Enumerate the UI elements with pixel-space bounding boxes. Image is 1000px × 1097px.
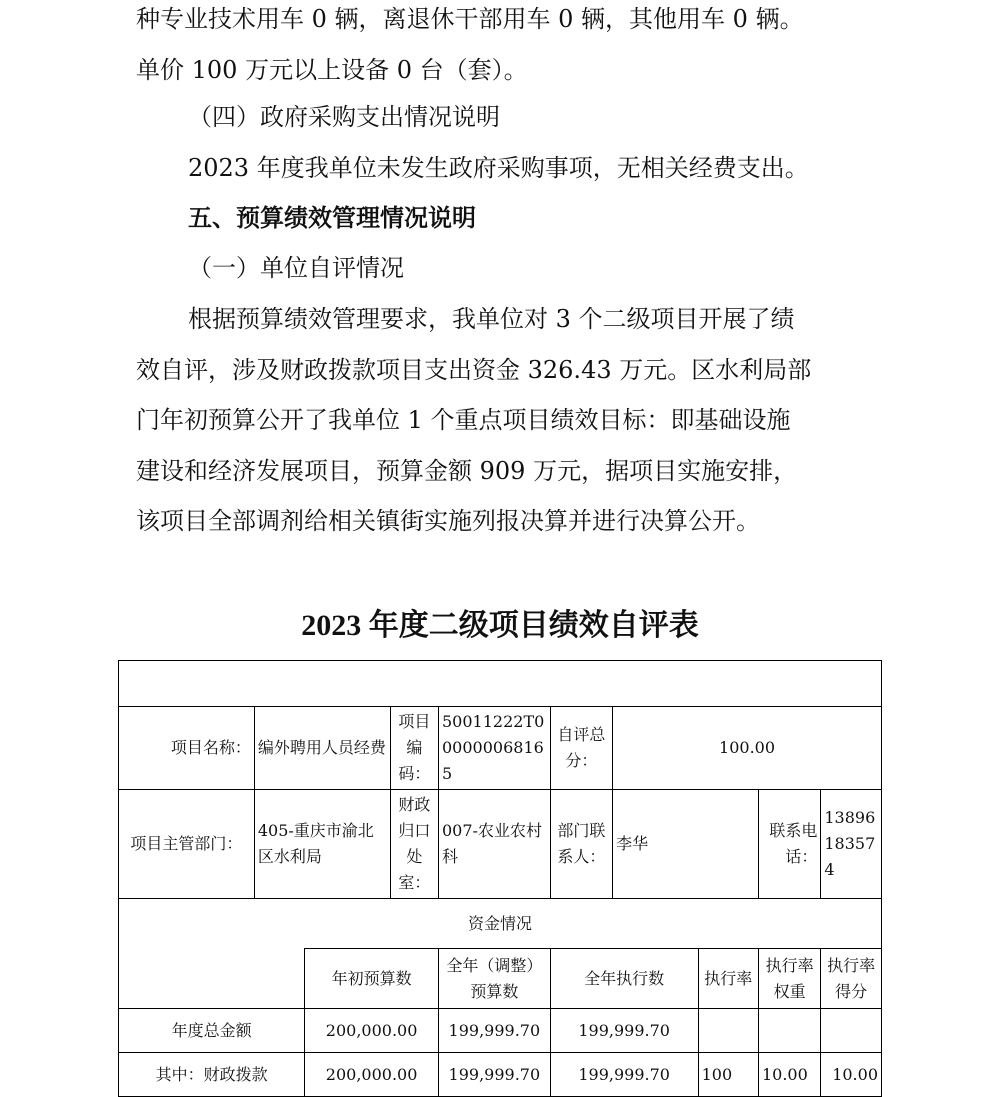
contact-label: 部门联系人： <box>550 790 612 899</box>
funds-header-row <box>119 899 882 949</box>
text-line: 种专业技术用车 0 辆，离退休干部用车 0 辆，其他用车 0 辆。 <box>136 5 804 33</box>
row-weight <box>758 1009 820 1053</box>
empty-cell <box>119 949 305 1009</box>
empty-header-cell <box>119 661 882 707</box>
row-executed: 199,999.70 <box>550 1009 698 1053</box>
row-score <box>821 1009 882 1053</box>
office-value: 007-农业农村科 <box>439 790 551 899</box>
text-line <box>136 294 876 345</box>
score-value: 100.00 <box>613 707 882 790</box>
funds-columns-row <box>119 949 882 1009</box>
table-row <box>119 1053 882 1097</box>
dept-value: 405-重庆市渝北区水利局 <box>254 790 390 899</box>
text-line: 该项目全部调剂给相关镇街实施列报决算并进行决算公开。 <box>136 507 760 535</box>
heading-self-evaluation <box>136 243 876 294</box>
col-budget: 年初预算数 <box>305 949 439 1009</box>
text-line: 建设和经济发展项目，预算金额 909 万元，据项目实施安排， <box>136 456 798 485</box>
table-title: 2023 年度二级项目绩效自评表 <box>301 609 699 642</box>
office-label: 财政归口处室： <box>390 790 438 899</box>
text-line: 单价 100 万元以上设备 0 台（套）。 <box>136 55 528 84</box>
col-weight: 执行率权重 <box>758 949 820 1009</box>
row-budget: 200,000.00 <box>305 1053 439 1097</box>
project-code-label: 项目编码： <box>390 707 438 790</box>
col-adjusted: 全年（调整）预算数 <box>439 949 551 1009</box>
section-heading: （一）单位自评情况 <box>188 254 404 282</box>
row-adjusted: 199,999.70 <box>439 1053 551 1097</box>
row-label: 年度总金额 <box>119 1009 305 1053</box>
table-row-project <box>119 707 882 790</box>
table-top-row <box>119 661 882 707</box>
text-line: 门年初预算公开了我单位 1 个重点项目绩效目标：即基础设施 <box>136 406 791 434</box>
heading-procurement <box>136 92 876 143</box>
row-budget: 200,000.00 <box>305 1009 439 1053</box>
contact-value: 李华 <box>613 790 759 899</box>
text-line: 2023 年度我单位未发生政府采购事项，无相关经费支出。 <box>188 154 809 182</box>
heading-performance <box>136 193 876 244</box>
row-rate <box>698 1009 758 1053</box>
row-score: 10.00 <box>821 1053 882 1097</box>
paragraph-procurement <box>136 143 876 194</box>
project-name-value: 编外聘用人员经费 <box>254 707 390 790</box>
col-executed: 全年执行数 <box>550 949 698 1009</box>
text-line: 效自评，涉及财政拨款项目支出资金 326.43 万元。区水利局部 <box>136 355 812 384</box>
row-weight: 10.00 <box>758 1053 820 1097</box>
paragraph-vehicles <box>136 0 876 95</box>
row-rate: 100 <box>698 1053 758 1097</box>
phone-value: 13896183574 <box>821 790 882 899</box>
funds-header: 资金情况 <box>119 899 882 949</box>
table-row-department <box>119 790 882 899</box>
phone-label: 联系电话： <box>758 790 820 899</box>
table-row <box>119 1009 882 1053</box>
dept-label: 项目主管部门： <box>119 790 255 899</box>
col-rate: 执行率 <box>698 949 758 1009</box>
section-heading: 五、预算绩效管理情况说明 <box>188 203 476 232</box>
col-score: 执行率得分 <box>821 949 882 1009</box>
performance-table <box>118 660 882 1097</box>
paragraph-self-evaluation <box>136 294 876 547</box>
score-label: 自评总分： <box>550 707 612 790</box>
row-adjusted: 199,999.70 <box>439 1009 551 1053</box>
text-line-content: 根据预算绩效管理要求，我单位对 3 个二级项目开展了绩 <box>188 305 795 333</box>
project-code-value: 50011222T000000068165 <box>439 707 551 790</box>
project-name-label: 项目名称： <box>119 707 255 790</box>
row-label: 其中：财政拨款 <box>119 1053 305 1097</box>
section-heading: （四）政府采购支出情况说明 <box>188 103 500 131</box>
row-executed: 199,999.70 <box>550 1053 698 1097</box>
